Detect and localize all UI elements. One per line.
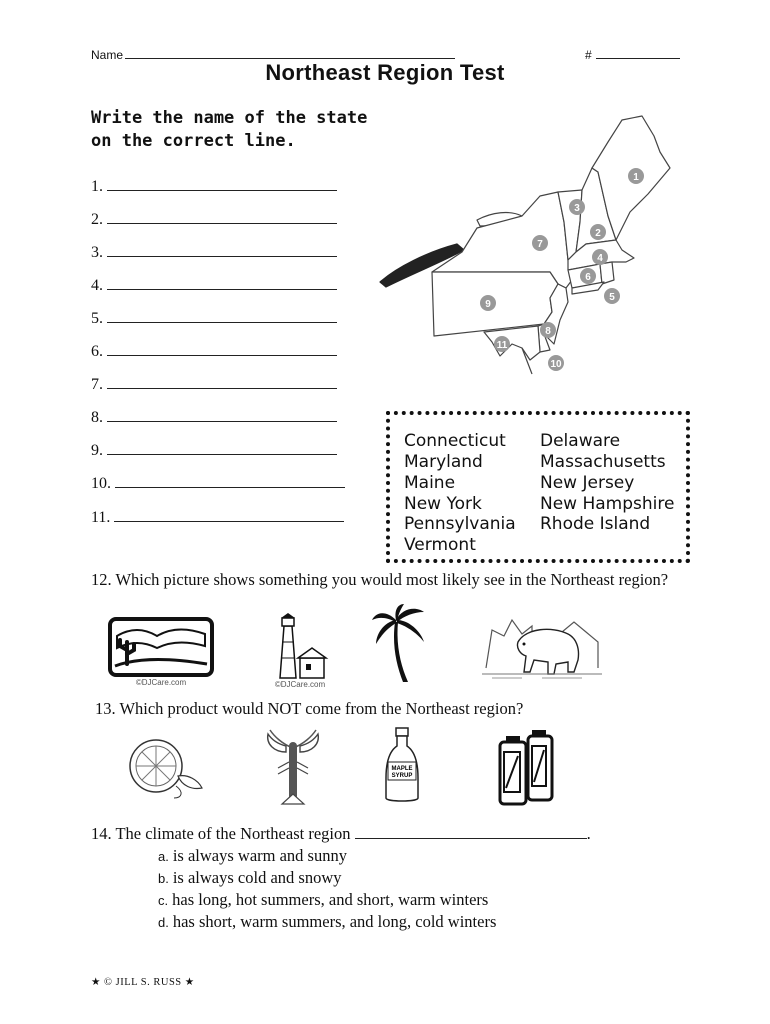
map-label-7: 7 (537, 239, 543, 250)
answer-number: 6. (91, 343, 103, 360)
question-14-end: . (586, 824, 591, 843)
map-label-11: 11 (496, 340, 508, 351)
choice-letter: a. (158, 849, 169, 864)
palm-tree-picture[interactable] (372, 604, 428, 684)
word-bank-item: Pennsylvania (404, 514, 516, 534)
answer-number: 11. (91, 509, 111, 526)
answer-number: 10. (91, 475, 111, 492)
orange-picture[interactable] (120, 730, 206, 800)
answer-line-5[interactable] (91, 308, 337, 328)
answer-blank[interactable] (107, 275, 337, 290)
choice-letter: c. (158, 893, 169, 908)
choice-c[interactable] (158, 890, 488, 910)
map-label-3: 3 (574, 203, 580, 214)
syrup-label-line1: MAPLE (391, 766, 413, 772)
word-bank-item: New York (404, 494, 482, 514)
answer-blank[interactable] (107, 341, 337, 356)
answer-line-2[interactable] (91, 209, 337, 229)
answer-blank[interactable] (107, 308, 337, 323)
answer-line-9[interactable] (91, 440, 337, 460)
page-title: Northeast Region Test (265, 60, 505, 85)
question-14 (91, 823, 691, 845)
map-label-2: 2 (595, 228, 601, 239)
answer-blank[interactable] (107, 374, 337, 389)
answer-line-3[interactable] (91, 242, 337, 262)
answer-blank[interactable] (107, 440, 337, 455)
map-label-5: 5 (609, 292, 615, 303)
lobster-picture[interactable] (260, 728, 326, 806)
instructions: Write the name of the state on the correct line. (91, 108, 368, 151)
choice-b[interactable] (158, 868, 342, 888)
number-label: # (585, 48, 592, 62)
syrup-label-line2: SYRUP (391, 773, 413, 779)
question-14-blank[interactable] (355, 824, 587, 839)
map-label-10: 10 (550, 359, 562, 370)
answer-blank[interactable] (107, 407, 337, 422)
picture-credit: ©DJCare.com (274, 680, 326, 689)
answer-blank[interactable] (114, 507, 344, 522)
lighthouse-picture[interactable] (270, 612, 330, 690)
word-bank-item: Vermont (404, 535, 476, 555)
word-bank-item: Maryland (404, 452, 483, 472)
bottles-picture[interactable] (488, 726, 564, 806)
map-label-1: 1 (633, 172, 639, 183)
word-bank-item: Delaware (540, 431, 621, 451)
answer-number: 9. (91, 442, 103, 459)
word-bank (386, 411, 690, 563)
answer-number: 2. (91, 211, 103, 228)
answer-number: 1. (91, 178, 103, 195)
answer-number: 4. (91, 277, 103, 294)
answer-number: 3. (91, 244, 103, 261)
choice-letter: d. (158, 915, 169, 930)
number-blank[interactable] (596, 46, 680, 59)
word-bank-item: Connecticut (404, 431, 506, 451)
polar-bear-picture[interactable] (482, 608, 602, 682)
maple-syrup-picture[interactable] (382, 726, 422, 804)
copyright-footer: ★ © JILL S. RUSS ★ (91, 977, 195, 988)
word-bank-item: New Hampshire (540, 494, 675, 514)
state-maryland (484, 326, 540, 360)
map-label-6: 6 (585, 272, 591, 283)
answer-blank[interactable] (115, 473, 345, 488)
name-label: Name (91, 48, 124, 62)
answer-line-6[interactable] (91, 341, 337, 361)
word-bank-item: Rhode Island (540, 514, 651, 534)
question-14-text: 14. The climate of the Northeast region (91, 824, 351, 843)
name-blank[interactable] (125, 46, 455, 59)
desert-cactus-picture[interactable] (107, 616, 215, 688)
map-label-4: 4 (597, 253, 603, 264)
question-12-text: 12. Which picture shows something you would most likely see in the Northeast region? (91, 570, 669, 589)
word-bank-item: New Jersey (540, 473, 635, 493)
answer-blank[interactable] (107, 242, 337, 257)
answer-line-7[interactable] (91, 374, 337, 394)
answer-line-11[interactable] (91, 507, 344, 527)
choice-letter: b. (158, 871, 169, 886)
question-13-text: 13. Which product would NOT come from the Northeast region? (95, 699, 524, 718)
answer-line-10[interactable] (91, 473, 345, 493)
word-bank-item: Massachusetts (540, 452, 666, 472)
answer-number: 8. (91, 409, 103, 426)
answer-blank[interactable] (107, 209, 337, 224)
answer-number: 7. (91, 376, 103, 393)
map-label-9: 9 (485, 299, 491, 310)
choice-text: has long, hot summers, and short, warm winters (172, 890, 489, 909)
choice-a[interactable] (158, 846, 347, 866)
map-label-8: 8 (545, 326, 551, 337)
northeast-map (372, 112, 672, 387)
answer-line-8[interactable] (91, 407, 337, 427)
state-rhode-island (600, 262, 614, 284)
answer-line-1[interactable] (91, 176, 337, 196)
word-bank-item: Maine (404, 473, 456, 493)
choice-text: is always warm and sunny (172, 846, 347, 865)
choice-text: has short, warm summers, and long, cold winters (172, 912, 497, 931)
answer-blank[interactable] (107, 176, 337, 191)
answer-number: 5. (91, 310, 103, 327)
answer-line-4[interactable] (91, 275, 337, 295)
picture-credit: ©DJCare.com (135, 678, 187, 687)
choice-d[interactable] (158, 912, 496, 932)
choice-text: is always cold and snowy (172, 868, 342, 887)
